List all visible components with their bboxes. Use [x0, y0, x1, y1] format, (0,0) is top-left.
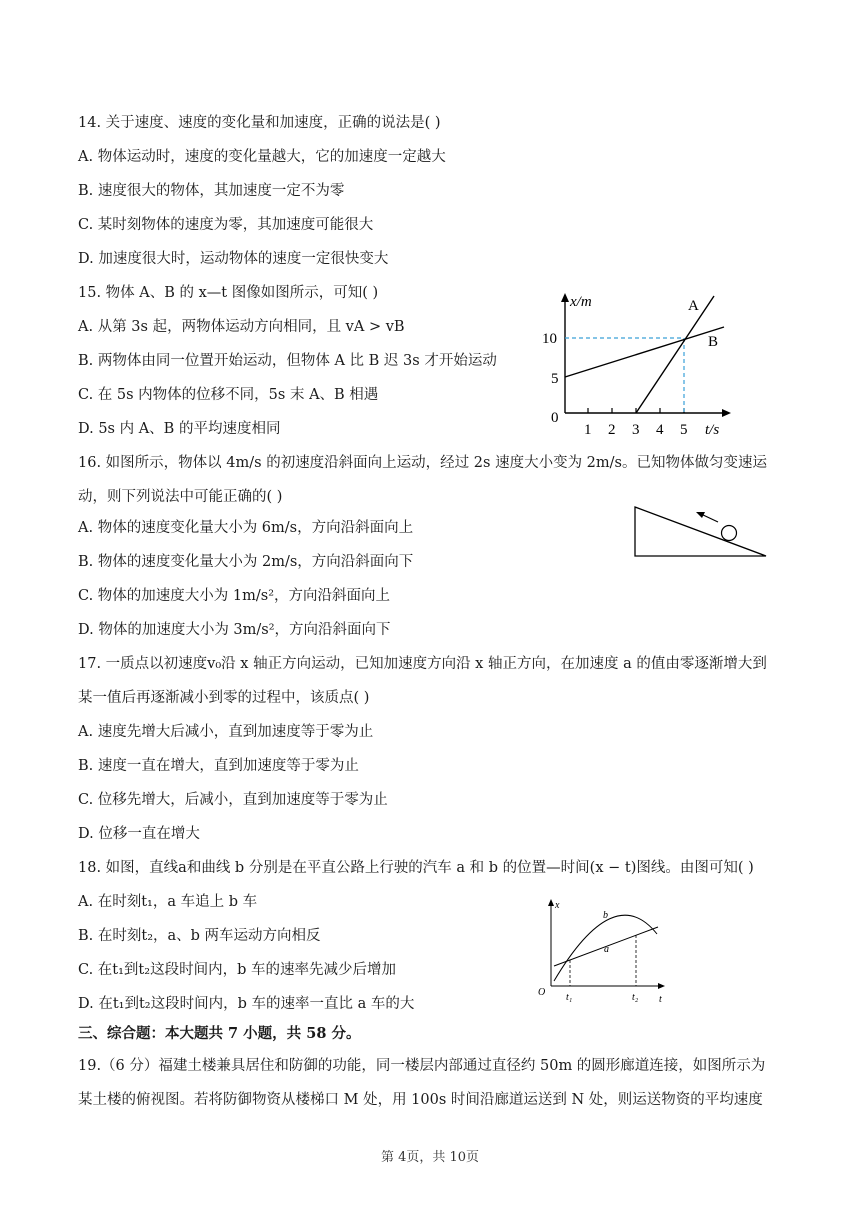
q18-option-a: A. 在时刻t₁，a 车追上 b 车: [78, 894, 258, 910]
page-footer: 第 4页，共 10页: [380, 1150, 480, 1165]
q18-xlabel: t: [659, 994, 662, 1004]
q14-stem: 14. 关于速度、速度的变化量和加速度，正确的说法是( ): [78, 115, 441, 131]
q14-option-c: C. 某时刻物体的速度为零，其加速度可能很大: [78, 217, 374, 233]
q18-option-c: C. 在t₁到t₂这段时间内，b 车的速率先减少后增加: [78, 962, 396, 978]
q17-option-b: B. 速度一直在增大，直到加速度等于零为止: [78, 758, 359, 774]
q15-ytick-10: 10: [542, 331, 557, 347]
q16-option-a: A. 物体的速度变化量大小为 6m/s，方向沿斜面向上: [78, 520, 414, 536]
q17-option-a: A. 速度先增大后减小，直到加速度等于零为止: [78, 724, 374, 740]
ball-icon: [722, 526, 737, 541]
q18-option-d: D. 在t₁到t₂这段时间内，b 车的速率一直比 a 车的大: [78, 996, 415, 1012]
q18-curve-b-label: b: [603, 910, 608, 921]
q16-option-d: D. 物体的加速度大小为 3m/s²，方向沿斜面向下: [78, 622, 391, 638]
q15-xt-graph: [528, 288, 738, 440]
q18-t1-label: t₁: [566, 992, 573, 1003]
q15-xtick-4: 4: [656, 422, 664, 438]
q14-option-b: B. 速度很大的物体，其加速度一定不为零: [78, 183, 345, 199]
velocity-arrow-icon: [701, 514, 718, 522]
q16-option-c: C. 物体的加速度大小为 1m/s²，方向沿斜面向上: [78, 588, 391, 604]
q14-option-d: D. 加速度很大时，运动物体的速度一定很快变大: [78, 251, 389, 267]
q14-option-a: A. 物体运动时，速度的变化量越大，它的加速度一定越大: [78, 149, 446, 165]
q18-stem: 18. 如图，直线a和曲线 b 分别是在平直公路上行驶的汽车 a 和 b 的位置—时间(x − t)图线。由图可知( ): [78, 860, 754, 876]
q17-option-c: C. 位移先增大，后减小，直到加速度等于零为止: [78, 792, 388, 808]
q17-option-d: D. 位移一直在增大: [78, 826, 200, 842]
q15-xlabel: t/s: [705, 422, 720, 438]
q18-option-b: B. 在时刻t₂，a、b 两车运动方向相反: [78, 928, 321, 944]
q15-xtick-1: 1: [584, 422, 592, 438]
q15-label-a: A: [688, 298, 699, 314]
q18-line-a-label: a: [604, 944, 609, 955]
q15-label-b: B: [708, 334, 719, 350]
q19-line2: 某土楼的俯视图。若将防御物资从楼梯口 M 处，用 100s 时间沿廊道运送到 N 处，则运送物资的平均速度: [78, 1092, 763, 1108]
q15-option-d: D. 5s 内 A、B 的平均速度相同: [78, 421, 281, 437]
section-3-heading: 三、综合题：本大题共 7 小题，共 58 分。: [78, 1025, 361, 1042]
q17-stem-line2: 某一值后再逐渐减小到零的过程中，该质点( ): [78, 690, 370, 706]
q15-xtick-3: 3: [632, 422, 640, 438]
q17-stem-line1: 17. 一质点以初速度v₀沿 x 轴正方向运动，已知加速度方向沿 x 轴正方向，在加速度 a 的值由零逐渐增大到: [78, 656, 767, 672]
q15-stem: 15. 物体 A、B 的 x—t 图像如图所示，可知( ): [78, 285, 379, 301]
q15-ytick-5: 5: [551, 371, 559, 387]
q15-xtick-5: 5: [680, 422, 688, 438]
q16-incline-diagram: [630, 503, 772, 561]
q15-option-b: B. 两物体由同一位置开始运动，但物体 A 比 B 迟 3s 才开始运动: [78, 353, 497, 369]
q15-y-arrow: [561, 293, 569, 302]
q18-t2-label: t₂: [632, 992, 639, 1003]
q15-line-a: [636, 296, 714, 413]
q19-line1: 19.（6 分）福建土楼兼具居住和防御的功能，同一楼层内部通过直径约 50m 的圆形廊道连接，如图所示为: [78, 1058, 766, 1074]
q16-stem-line1: 16. 如图所示，物体以 4m/s 的初速度沿斜面向上运动，经过 2s 速度大小变为 2m/s。已知物体做匀变速运: [78, 455, 767, 471]
q16-option-b: B. 物体的速度变化量大小为 2m/s，方向沿斜面向下: [78, 554, 414, 570]
q15-option-a: A. 从第 3s 起，两物体运动方向相同，且 vA > vB: [78, 319, 405, 335]
q18-x-arrow: [658, 983, 665, 989]
q15-xtick-2: 2: [608, 422, 616, 438]
q18-xt-graph: [532, 894, 674, 1004]
q15-ytick-0: 0: [551, 410, 559, 426]
q15-line-b: [565, 327, 724, 377]
q15-x-arrow: [722, 409, 731, 417]
q16-stem-line2: 动，则下列说法中可能正确的( ): [78, 489, 283, 505]
q15-ylabel: x/m: [570, 294, 592, 310]
q18-ylabel: x: [555, 900, 560, 911]
q15-option-c: C. 在 5s 内物体的位移不同，5s 末 A、B 相遇: [78, 387, 379, 403]
q18-origin: O: [538, 987, 546, 998]
q18-y-arrow: [548, 899, 554, 906]
